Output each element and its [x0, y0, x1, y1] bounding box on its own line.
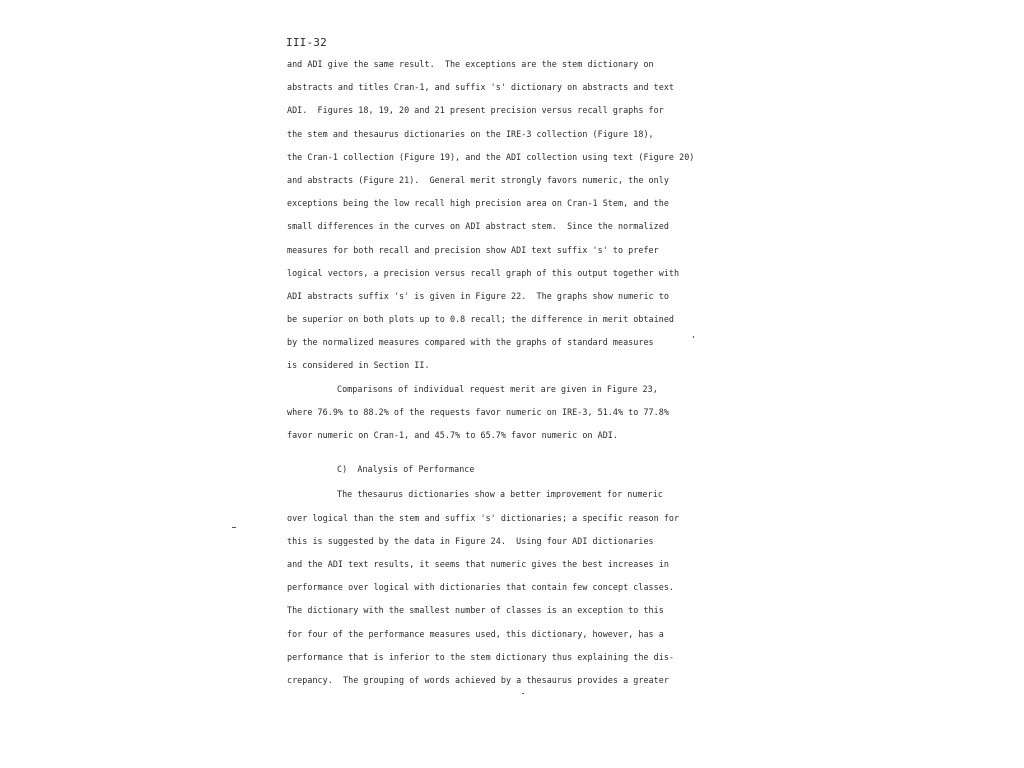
text-line: the Cran-1 collection (Figure 19), and the ADI collection using text (Figure 20): [287, 151, 695, 162]
scan-speck: [522, 693, 524, 694]
text-line: ADI. Figures 18, 19, 20 and 21 present precision versus recall graphs for: [287, 105, 664, 116]
paragraph-1: [287, 57, 747, 382]
body-text: [287, 57, 747, 696]
text-line: logical vectors, a precision versus recall graph of this output together with: [287, 267, 680, 278]
page-number: III-32: [286, 36, 327, 49]
text-line: The dictionary with the smallest number of classes is an exception to this: [287, 605, 664, 616]
text-line: ADI abstracts suffix 's' is given in Figure 22. The graphs show numeric to: [287, 290, 669, 301]
paragraph-3: [287, 487, 747, 696]
paragraph-2: [287, 382, 747, 452]
text-line: performance over logical with dictionaries that contain few concept classes.: [287, 582, 675, 593]
text-line: and the ADI text results, it seems that numeric gives the best increases in: [287, 558, 669, 569]
text-line: small differences in the curves on ADI abstract stem. Since the normalized: [287, 221, 669, 232]
text-line: where 76.9% to 88.2% of the requests favor numeric on IRE-3, 51.4% to 77.8%: [287, 406, 669, 417]
text-line: The thesaurus dictionaries show a better improvement for numeric: [337, 489, 663, 500]
text-line: this is suggested by the data in Figure 24. Using four ADI dictionaries: [287, 535, 654, 546]
text-line: exceptions being the low recall high precision area on Cran-1 Stem, and the: [287, 198, 669, 209]
text-line: by the normalized measures compared with the graphs of standard measures: [287, 337, 654, 348]
text-line: performance that is inferior to the stem dictionary thus explaining the dis-: [287, 651, 675, 662]
text-line: the stem and thesaurus dictionaries on the IRE-3 collection (Figure 18),: [287, 128, 654, 139]
text-line: measures for both recall and precision show ADI text suffix 's' to prefer: [287, 244, 659, 255]
text-line: crepancy. The grouping of words achieved by a thesaurus provides a greater: [287, 674, 669, 685]
text-line: and ADI give the same result. The exceptions are the stem dictionary on: [287, 59, 654, 69]
text-line: over logical than the stem and suffix 's' dictionaries; a specific reason for: [287, 512, 680, 523]
scan-speck: [232, 527, 236, 528]
text-line: be superior on both plots up to 0.8 recall; the difference in merit obtained: [287, 314, 675, 325]
text-line: and abstracts (Figure 21). General merit strongly favors numeric, the only: [287, 174, 669, 185]
scan-speck: [693, 336, 694, 338]
section-heading: C) Analysis of Performance: [337, 464, 475, 475]
text-line: for four of the performance measures used, this dictionary, however, has a: [287, 628, 664, 639]
text-line: favor numeric on Cran-1, and 45.7% to 65.7% favor numeric on ADI.: [287, 430, 618, 440]
text-line: is considered in Section II.: [287, 360, 430, 371]
text-line: abstracts and titles Cran-1, and suffix 's' dictionary on abstracts and text: [287, 82, 675, 93]
text-line: Comparisons of individual request merit are given in Figure 23,: [337, 383, 658, 394]
